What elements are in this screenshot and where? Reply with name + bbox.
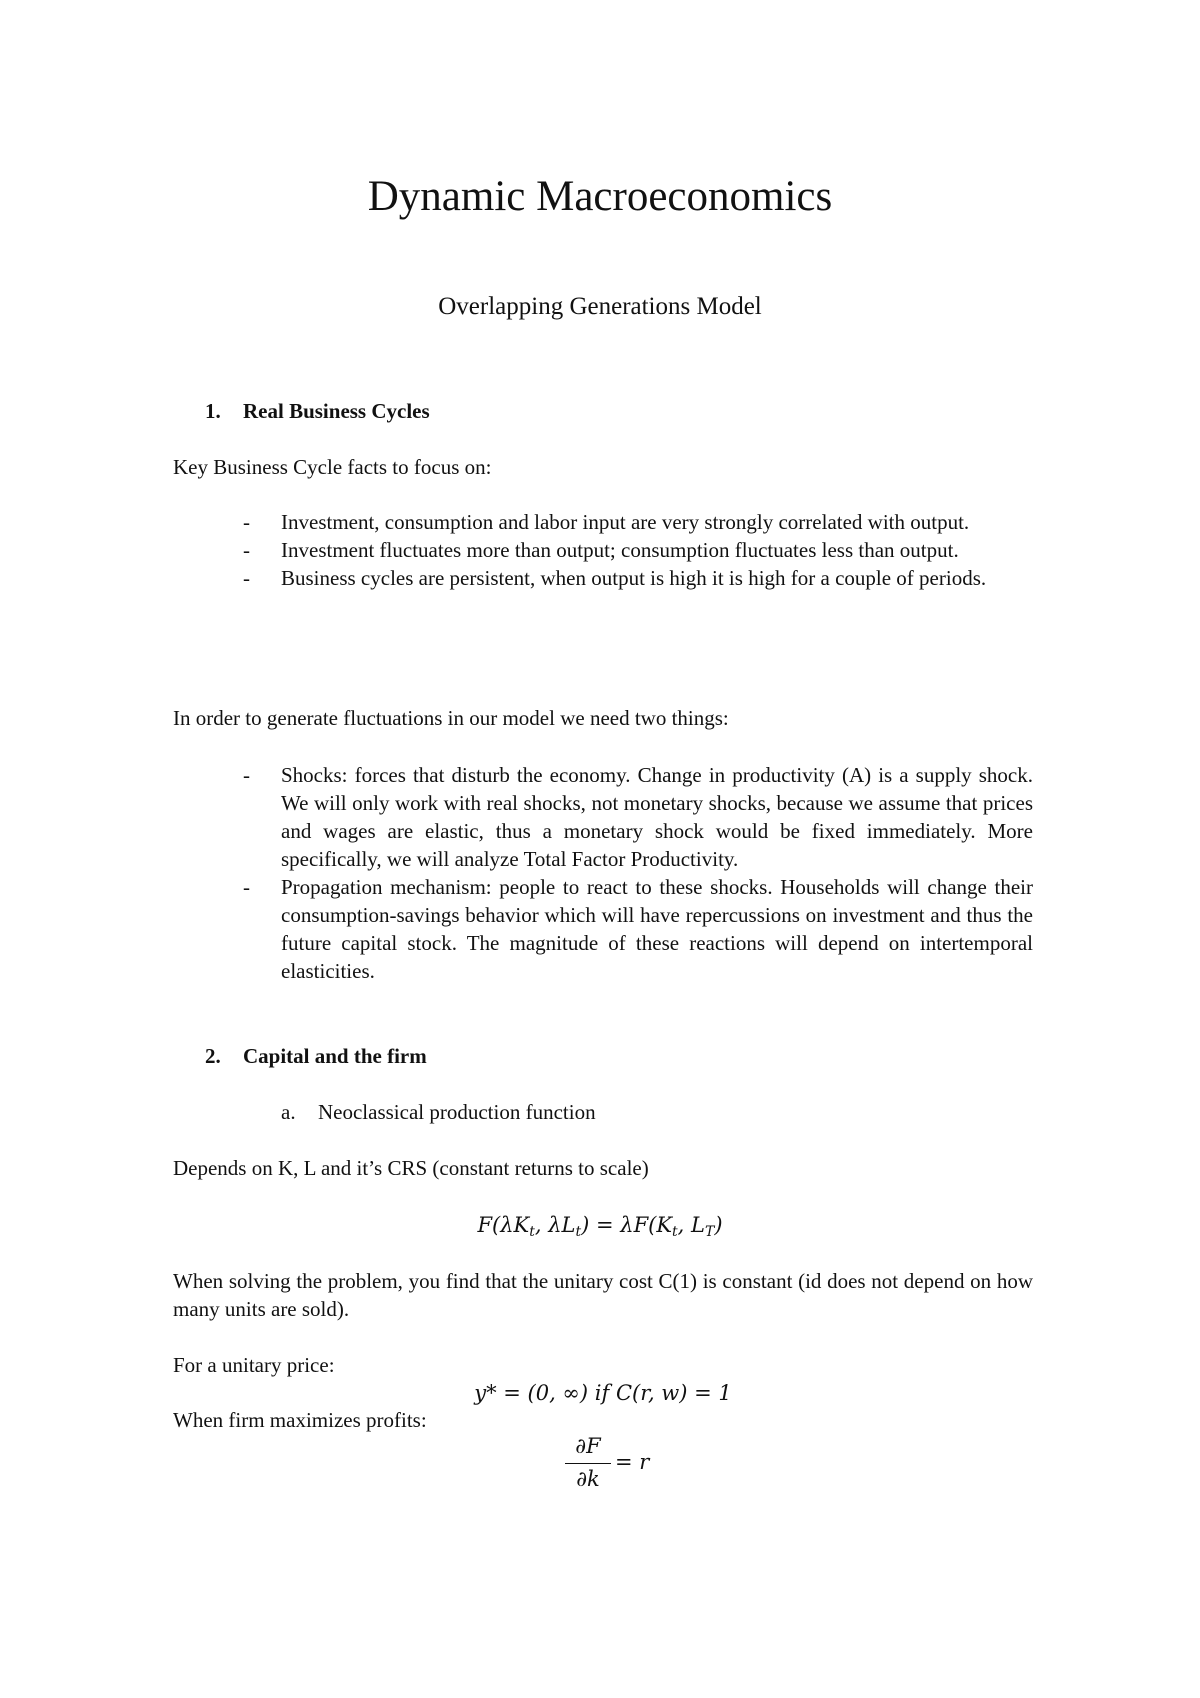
unit-cost-text: When solving the problem, you find that the unitary cost C(1) is constant (id does not depend on how many units are sold). xyxy=(173,1269,1033,1321)
needs-intro: In order to generate fluctuations in our model we need two things: xyxy=(173,706,729,730)
list-item xyxy=(173,564,1033,592)
foc-rhs: = r xyxy=(615,1450,650,1474)
supply-equation: y* = (0, ∞) if C(r, w) = 1 xyxy=(474,1381,732,1405)
bullet-dash: - xyxy=(243,566,250,590)
foc-denominator: ∂k xyxy=(576,1467,600,1491)
foc-equation xyxy=(565,1432,685,1502)
list-item xyxy=(173,536,1033,564)
list-item xyxy=(173,873,1033,985)
section-2-title: Capital and the firm xyxy=(243,1044,427,1068)
bullet-dash: - xyxy=(243,510,250,534)
unit-price-label: For a unitary price: xyxy=(173,1353,335,1377)
max-profit-label: When firm maximizes profits: xyxy=(173,1408,427,1432)
facts-intro: Key Business Cycle facts to focus on: xyxy=(173,455,492,479)
fact-text: Investment fluctuates more than output; consumption fluctuates less than output. xyxy=(281,538,959,562)
section-1-number: 1. xyxy=(205,399,221,423)
fraction-bar xyxy=(565,1463,611,1464)
document-subtitle: Overlapping Generations Model xyxy=(438,293,762,320)
bullet-dash: - xyxy=(243,875,250,899)
fact-text: Business cycles are persistent, when output is high it is high for a couple of periods. xyxy=(281,566,987,590)
foc-numerator: ∂F xyxy=(575,1434,601,1458)
bullet-dash: - xyxy=(243,538,250,562)
need-text: Propagation mechanism: people to react to these shocks. Households will change their consumption-savings behavior which will have repercussions on investment and thus the future capital stock. The magnitude of these reactions will depend on intertemporal elasticities. xyxy=(281,875,1033,983)
section-2-number: 2. xyxy=(205,1044,221,1068)
crs-text: Depends on K, L and it’s CRS (constant returns to scale) xyxy=(173,1156,649,1180)
need-text: Shocks: forces that disturb the economy. Change in productivity (A) is a supply shock. We will only work with real shocks, not monetary shocks, because we assume that prices and wages are elastic, thus a monetary shock would be fixed immediately. More specifically, we will analyze Total Factor Productivity. xyxy=(281,763,1033,871)
needs-list xyxy=(173,761,1033,985)
bullet-dash: - xyxy=(243,763,250,787)
list-item xyxy=(173,761,1033,873)
facts-list xyxy=(173,508,1033,592)
fact-text: Investment, consumption and labor input are very strongly correlated with output. xyxy=(281,510,970,534)
subsection-letter: a. xyxy=(281,1100,296,1124)
crs-equation: $F(\lambda K_t$, $\lambda L_t) = \lambda F(K_t$, $L_T$) xyxy=(477,1213,723,1240)
list-item xyxy=(173,508,1033,536)
section-1-title: Real Business Cycles xyxy=(243,399,430,423)
subsection-title: Neoclassical production function xyxy=(318,1100,596,1124)
document-title: Dynamic Macroeconomics xyxy=(367,173,833,220)
